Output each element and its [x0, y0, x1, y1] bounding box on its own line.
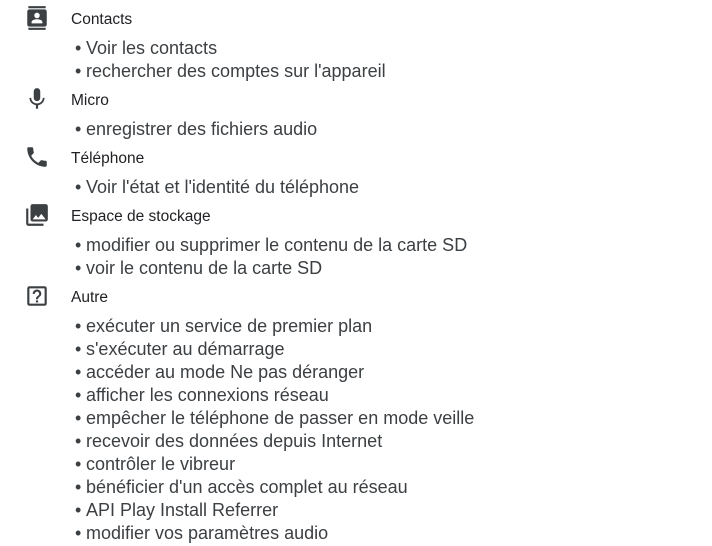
list-item: • Voir l'état et l'identité du téléphone	[75, 176, 359, 199]
group-title-phone: Téléphone	[71, 150, 145, 167]
list-item: • rechercher des comptes sur l'appareil	[75, 60, 386, 83]
list-item: • Voir les contacts	[75, 37, 386, 60]
list-item: • modifier vos paramètres audio	[75, 522, 474, 545]
group-title-contacts: Contacts	[71, 11, 133, 28]
list-item: • exécuter un service de premier plan	[75, 315, 474, 338]
permission-items-storage	[75, 234, 467, 280]
list-item: • s'exécuter au démarrage	[75, 338, 474, 361]
microphone-icon	[24, 86, 50, 112]
permission-items-microphone	[75, 118, 317, 141]
group-title-other: Autre	[71, 289, 109, 306]
group-title-microphone: Micro	[71, 92, 109, 109]
phone-icon	[24, 144, 50, 170]
permission-items-phone	[75, 176, 359, 199]
list-item: • API Play Install Referrer	[75, 499, 474, 522]
help-box-icon	[24, 283, 50, 309]
group-title-storage: Espace de stockage	[71, 208, 211, 225]
list-item: • voir le contenu de la carte SD	[75, 257, 467, 280]
list-item: • afficher les connexions réseau	[75, 384, 474, 407]
permission-items-other	[75, 315, 474, 545]
list-item: • contrôler le vibreur	[75, 453, 474, 476]
photo-library-icon	[24, 202, 50, 228]
list-item: • modifier ou supprimer le contenu de la carte SD	[75, 234, 467, 257]
contacts-icon	[24, 5, 50, 31]
list-item: • accéder au mode Ne pas déranger	[75, 361, 474, 384]
list-item: • recevoir des données depuis Internet	[75, 430, 474, 453]
permission-items-contacts	[75, 37, 386, 83]
list-item: • empêcher le téléphone de passer en mode veille	[75, 407, 474, 430]
list-item: • bénéficier d'un accès complet au réseau	[75, 476, 474, 499]
list-item: • enregistrer des fichiers audio	[75, 118, 317, 141]
